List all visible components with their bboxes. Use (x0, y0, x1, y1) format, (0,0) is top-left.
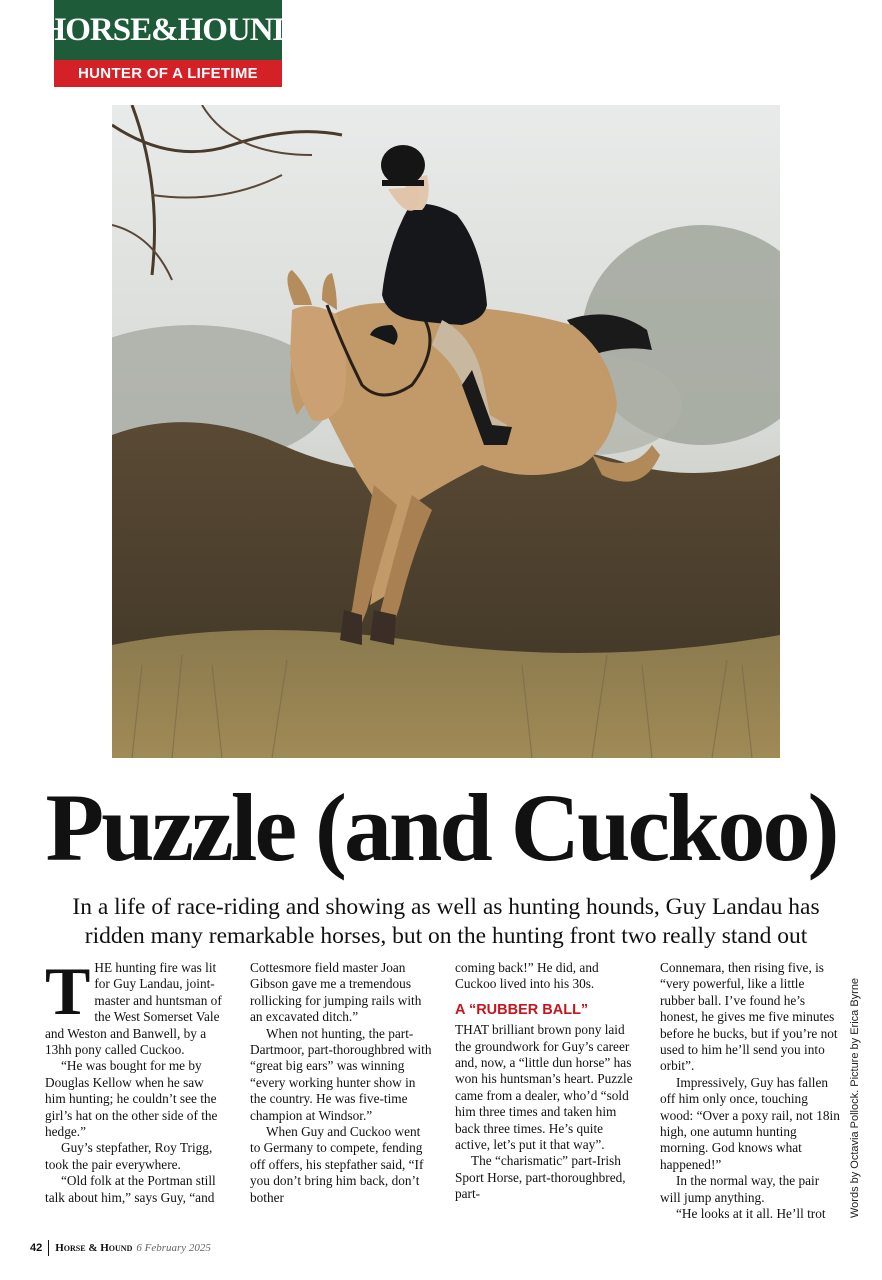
photo-credit: Words by Octavia Pollock. Picture by Erica Byrne (849, 977, 861, 1218)
page-footer (30, 1240, 211, 1256)
paragraph: Cottesmore field master Joan Gibson gave me a tremendous rollicking for jumping rails with an excavated ditch.” (250, 960, 422, 1025)
paragraph: HE hunting fire was lit for Guy Landau, joint-master and huntsman of the West Somerset Vale and Weston and Banwell, by a 13hh pony called Cuckoo. (45, 960, 222, 1058)
standfirst: In a life of race-riding and showing as well as hunting hounds, Guy Landau has ridden many remarkable horses, but on the hunting front two really stand out (72, 894, 820, 949)
masthead (40, 0, 296, 87)
paragraph: Guy’s stepfather, Roy Trigg, took the pair everywhere. (45, 1140, 213, 1172)
article-column-3 (455, 960, 637, 1203)
drop-cap: T (45, 953, 91, 1029)
article-column-4 (660, 960, 842, 1223)
paragraph: “He looks at it all. He’ll trot (676, 1206, 826, 1222)
paragraph: coming back!” He did, and Cuckoo lived into his 30s. (455, 960, 599, 992)
paragraph: “Old folk at the Portman still talk about him,” says Guy, “and (45, 1173, 216, 1205)
headline: Puzzle (and Cuckoo) (45, 774, 837, 881)
paragraph: “He was bought for me by Douglas Kellow when he saw him hunting; he couldn’t see the girl’s hat on the other side of the hedge.” (45, 1058, 218, 1140)
paragraph: When Guy and Cuckoo went to Germany to compete, fending off offers, his stepfather said, “If you don’t bring him back, don’t bother (250, 1124, 424, 1205)
section-label: HUNTER OF A LIFETIME (54, 60, 282, 87)
page-number: 42 (30, 1242, 43, 1254)
brand-logo: HORSE&HOUND (54, 0, 282, 60)
paragraph: When not hunting, the part-Dartmoor, part-thoroughbred with “great big ears” was winning “every working hunter show in the country. He was five-time champion at Windsor.” (250, 1025, 432, 1123)
hero-photo (112, 105, 780, 758)
subhead: A “RUBBER BALL” (455, 1001, 589, 1018)
paragraph: Connemara, then rising five, is “very powerful, like a little rubber ball. I’ve found he’s honest, he gives me five minutes before he bucks, but if you’re not used to him he’ll send you into orbit”. (660, 960, 838, 1074)
paragraph: The “charismatic” part-Irish Sport Horse, part-thoroughbred, part- (455, 1153, 626, 1202)
paragraph: THAT brilliant brown pony laid the groundwork for Guy’s career and, now, a “little dun horse” has won his huntsman’s heart. Puzzle came from a dealer, who’d “sold him three times and taken him back three times. He’s quite active, let’s put it that way”. (455, 1022, 633, 1153)
paragraph: In the normal way, the pair will jump anything. (660, 1173, 820, 1205)
article-column-2 (250, 960, 432, 1206)
footer-date: 6 February 2025 (136, 1242, 211, 1254)
article-column-1 (45, 953, 227, 1206)
footer-divider (48, 1240, 49, 1256)
paragraph: Impressively, Guy has fallen off him only once, touching wood: “Over a poxy rail, not 18in high, one autumn hunting morning. God knows what happened!” (660, 1074, 840, 1172)
footer-publication: Horse & Hound (55, 1242, 133, 1254)
